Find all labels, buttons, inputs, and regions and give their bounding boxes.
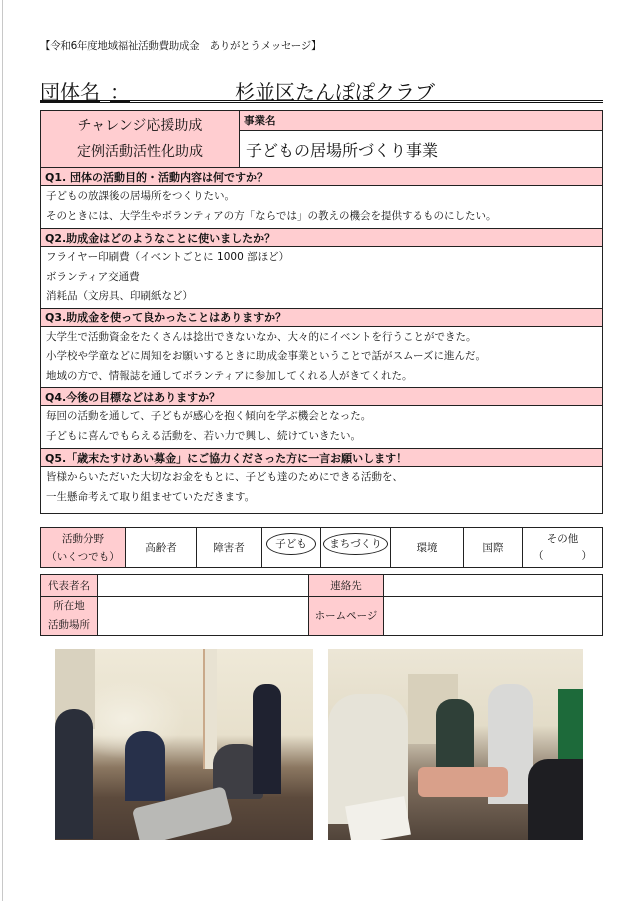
organization-colon: ： xyxy=(110,80,130,104)
field-elderly-label: 高齢者 xyxy=(145,542,177,554)
grant-type-challenge: チャレンジ応援助成 xyxy=(77,118,203,134)
question-1: Q1. 団体の活動目的・活動内容は何ですか？ xyxy=(41,168,603,186)
open-paren: （ xyxy=(533,549,544,562)
message-table xyxy=(40,110,603,514)
answer-4-line: 子どもに喜んでもらえる活動を、若い力で興し、続けていきたい。 xyxy=(46,429,361,442)
page-edge xyxy=(2,0,3,901)
activity-fields-label-line: （いくつでも） xyxy=(46,550,120,563)
field-community[interactable] xyxy=(321,528,391,568)
field-other[interactable] xyxy=(523,528,603,568)
question-3: Q3.助成金を使って良かったことはありますか？ xyxy=(41,308,603,326)
field-other-input[interactable] xyxy=(523,548,602,565)
field-children-circled: 子ども xyxy=(266,533,316,555)
organization-row xyxy=(40,74,603,103)
field-environment[interactable] xyxy=(391,528,464,568)
activity-fields-table xyxy=(40,527,603,568)
field-international[interactable] xyxy=(464,528,523,568)
answer-2-line: ボランティア交通費 xyxy=(46,270,140,283)
contact-value xyxy=(384,575,603,597)
question-4: Q4.今後の目標などはありますか？ xyxy=(41,388,603,406)
close-paren: ） xyxy=(581,549,592,562)
photo-person xyxy=(55,709,93,839)
field-community-circled: まちづくり xyxy=(323,533,387,555)
field-children[interactable] xyxy=(262,528,321,568)
representative-label: 代表者名 xyxy=(41,575,98,597)
activity-fields-label xyxy=(41,528,126,568)
representative-value xyxy=(98,575,309,597)
activity-photo-2 xyxy=(328,649,583,840)
field-international-label: 国際 xyxy=(482,542,504,554)
organization-name: 杉並区たんぽぽクラブ xyxy=(235,80,435,104)
field-elderly[interactable] xyxy=(126,528,197,568)
photo-person xyxy=(528,759,583,840)
activity-fields-label-line: 活動分野 xyxy=(62,532,104,545)
field-disabled[interactable] xyxy=(197,528,262,568)
contact-info-table xyxy=(40,574,603,636)
contact-label: 連絡先 xyxy=(309,575,384,597)
activity-photo-1 xyxy=(55,649,313,840)
question-2: Q2.助成金はどのようなことに使いましたか？ xyxy=(41,229,603,247)
photo-pillar xyxy=(203,649,217,769)
location-value xyxy=(98,597,309,636)
answer-1 xyxy=(41,186,603,229)
location-label-line: 所在地 xyxy=(53,600,85,612)
grant-type-regular: 定例活動活性化助成 xyxy=(77,144,203,160)
grant-type-cell xyxy=(41,111,240,168)
answer-2 xyxy=(41,247,603,309)
photo-person xyxy=(125,731,165,801)
field-disabled-label: 障害者 xyxy=(213,542,245,554)
field-other-label: その他 xyxy=(546,532,579,545)
answer-3-line: 小学校や学童などに周知をお願いするときに助成金事業ということで話がスムーズに進んだ。 xyxy=(46,350,486,362)
homepage-value xyxy=(384,597,603,636)
homepage-label: ホームページ xyxy=(309,597,384,636)
answer-1-line: そのときには、大学生やボランティアの方「ならでは」の教えの機会を提供するものにしたい。 xyxy=(46,209,497,222)
answer-5-line: 皆様からいただいた大切なお金をもとに、子ども達のためにできる活動を、 xyxy=(46,471,403,483)
answer-3 xyxy=(41,326,603,388)
project-label: 事業名 xyxy=(240,111,603,131)
answer-3-line: 地域の方で、情報誌を通してボランティアに参加してくれる人がきてくれた。 xyxy=(46,369,413,382)
answer-5-line: 一生懸命考えて取り組ませていただきます。 xyxy=(46,490,256,503)
photo-craft-items xyxy=(418,767,508,797)
answer-5 xyxy=(41,467,603,514)
answer-2-line: フライヤー印刷費（イベントごとに 1000 部ほど） xyxy=(46,251,290,263)
location-label-line: 活動場所 xyxy=(48,619,90,631)
field-environment-label: 環境 xyxy=(416,542,438,554)
answer-2-line: 消耗品（文房具、印刷紙など） xyxy=(46,290,193,302)
location-label xyxy=(41,597,98,636)
project-name: 子どもの居場所づくり事業 xyxy=(240,131,603,168)
answer-1-line: 子どもの放課後の居場所をつくりたい。 xyxy=(46,190,235,202)
answer-3-line: 大学生で活動資金をたくさんは捻出できないなか、大々的にイベントを行うことができた。 xyxy=(46,330,477,343)
document-title: 【令和6年度地域福祉活動費助成金 ありがとうメッセージ】 xyxy=(40,40,322,52)
organization-label: 団体名 xyxy=(40,80,100,104)
photo-person xyxy=(253,684,281,794)
answer-4 xyxy=(41,406,603,449)
photo-green-board xyxy=(558,689,583,769)
question-5: Q5.「歳末たすけあい募金」にご協力くださった方に一言お願いします！ xyxy=(41,449,603,467)
answer-4-line: 毎回の活動を通して、子どもが感心を抱く傾向を学ぶ機会となった。 xyxy=(46,410,372,422)
